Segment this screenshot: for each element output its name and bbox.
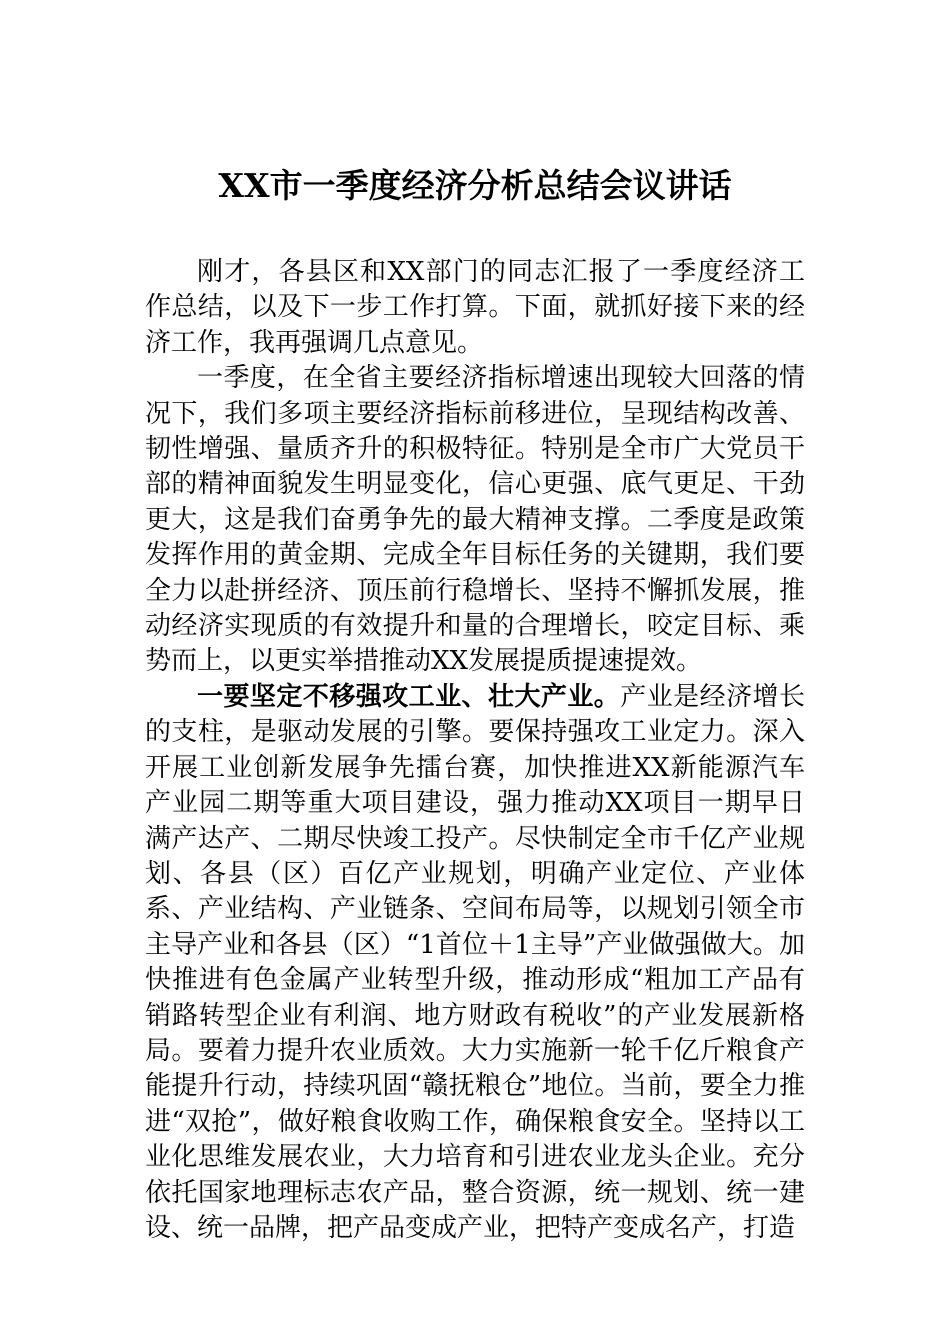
document-title: XX市一季度经济分析总结会议讲话 [218,166,732,205]
paragraph-text: 产业是经济增长的支柱，是驱动发展的引擎。要保持强攻工业定力。深入开展工业创新发展争先擂台赛，加快推进XX新能源汽车产业园二期等重大项目建设，强力推动XX项目一期早日满产达产、二期尽快竣工投产。尽快制定全市千亿产业规划、各县（区）百亿产业规划，明确产业定位、产业体系、产业结构、产业链条、空间布局等，以规划引领全市主导产业和各县（区）“1首位＋1主导”产业做强做大。加快推进有色金属产业转型升级，推动形成“粗加工产品有销路转型企业有利润、地方财政有税收”的产业发展新格局。要着力提升农业质效。大力实施新一轮千亿斤粮食产能提升行动，持续巩固“赣抚粮仓”地位。当前，要全力推进“双抢”，做好粮食收购工作，确保粮食安全。坚持以工业化思维发展农业，大力培育和引进农业龙头企业。充分依托国家地理标志农产品，整合资源，统一规划、统一建设、统一品牌，把产品变成产业，把特产变成名产，打造 [145,681,805,1243]
paragraph-industry [145,680,805,1247]
paragraph-text: 刚才，各县区和XX部门的同志汇报了一季度经济工作总结，以及下一步工作打算。下面，就抓好接下来的经济工作，我再强调几点意见。 [145,257,805,358]
paragraph-text: 一季度，在全省主要经济指标增速出现较大回落的情况下，我们多项主要经济指标前移进位，呈现结构改善、韧性增强、量质齐升的积极特征。特别是全市广大党员干部的精神面貌发生明显变化，信心更强、底气更足、干劲更大，这是我们奋勇争先的最大精神支撑。二季度是政策发挥作用的黄金期、完成全年目标任务的关键期，我们要全力以赴拼经济、顶压前行稳增长、坚持不懈抓发展，推动经济实现质的有效提升和量的合理增长，咬定目标、乘势而上，以更实举措推动XX发展提质提速提效。 [145,363,805,677]
document-body [145,255,805,1246]
paragraph-opening [145,255,805,361]
paragraph-lead-heading: 一要坚定不移强攻工业、壮大产业。 [197,681,621,712]
paragraph-first-quarter [145,361,805,680]
